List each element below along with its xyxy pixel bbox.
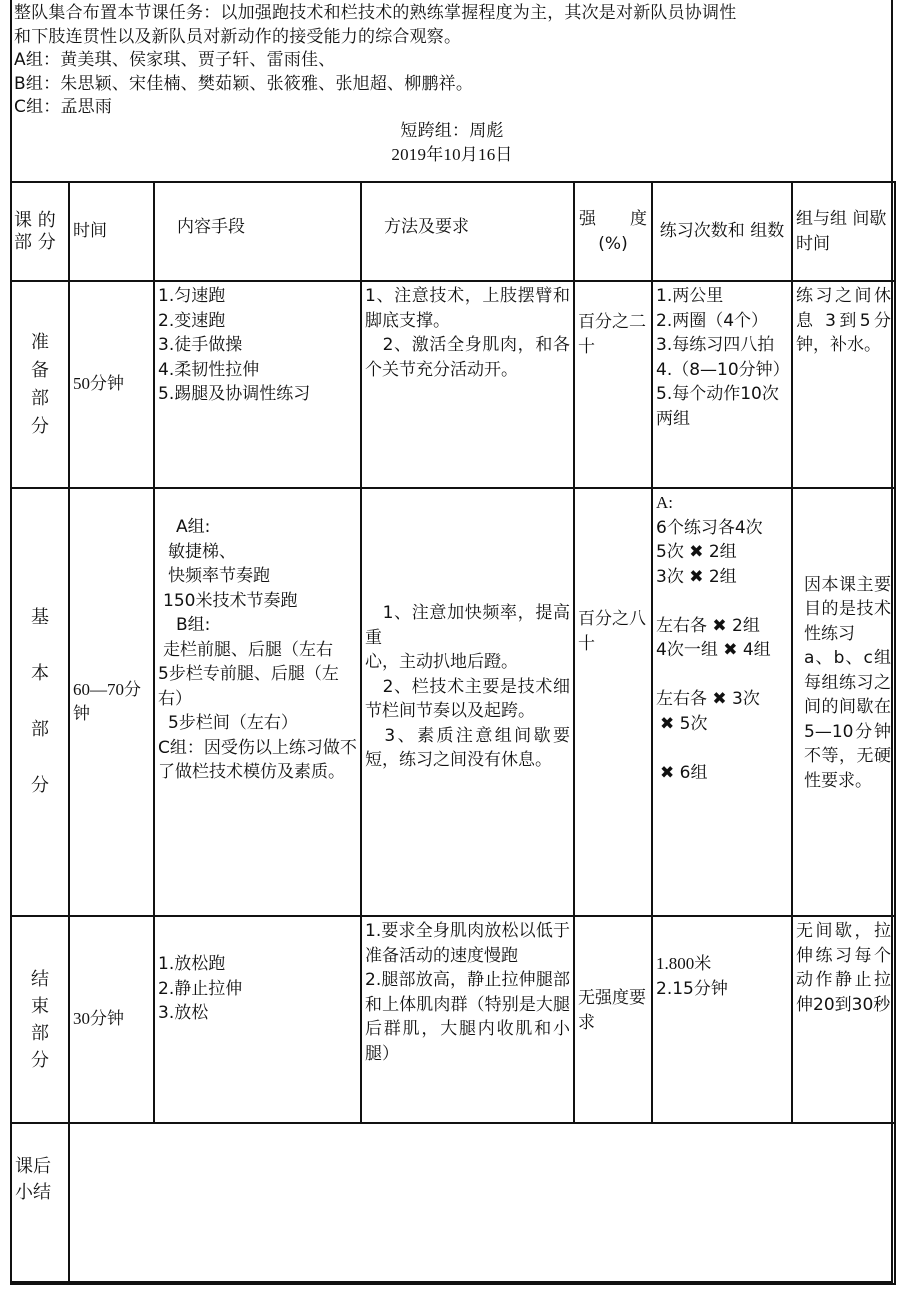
task-description-line-2: 和下肢连贯性以及新队员对新动作的接受能力的综合观察。 xyxy=(14,26,462,47)
content-item: 1.匀速跑 xyxy=(158,286,226,306)
header-row xyxy=(11,182,895,281)
rest-item: 因本课主要目的是技术性练习 xyxy=(804,574,891,644)
reps-item: 5.每个动作10次两组 xyxy=(656,384,779,429)
table-row-main xyxy=(11,488,895,916)
reps-list xyxy=(652,281,792,488)
table-row-summary xyxy=(11,1123,895,1284)
content-item: 150米技术节奏跑 xyxy=(163,590,298,611)
method-text xyxy=(361,916,574,1123)
method-item: 2、激活全身肌肉，和各个关节充分活动开。 xyxy=(365,335,570,380)
content-item: 2.静止拉伸 xyxy=(158,978,243,999)
content-item: A组: xyxy=(176,517,211,537)
method-text xyxy=(361,488,574,916)
content-item: 3.徒手做操 xyxy=(158,335,243,355)
part-label: 准备部分 xyxy=(11,281,69,488)
header-reps: 练习次数和 组数 xyxy=(652,182,792,281)
content-item: 4.柔韧性拉伸 xyxy=(158,359,260,380)
part-label: 基本部分 xyxy=(11,488,69,916)
reps-item: 左右各 ✖ 2组 xyxy=(656,615,760,636)
header-rest: 组与组 间歇时间 xyxy=(792,182,895,281)
summary-label: 课后小结 xyxy=(11,1123,69,1284)
time-value: 50分钟 xyxy=(69,281,154,488)
method-text xyxy=(361,281,574,488)
reps-item: 左右各 ✖ 3次 xyxy=(656,689,760,709)
reps-item: ✖ 5次 xyxy=(660,713,708,734)
group-a-members: A组：黄美琪、侯家琪、贾子轩、雷雨佳、 xyxy=(14,50,336,70)
reps-item: 2.两圈（4个） xyxy=(656,310,769,331)
task-description-line-1: 整队集合布置本节课任务：以加强跑技术和栏技术的熟练掌握程度为主，其次是对新队员协调性 xyxy=(14,3,737,23)
reps-item: 1.800米 xyxy=(656,954,712,973)
header-part: 课 的 部 分 xyxy=(11,182,69,281)
group-c-members: C组：孟思雨 xyxy=(14,97,113,117)
header-method: 方法及要求 xyxy=(361,182,574,281)
content-item: 走栏前腿、后腿（左右 xyxy=(163,639,333,660)
method-item: 1、注意技术，上肢摆臂和脚底支撑。 xyxy=(365,286,570,331)
content-list xyxy=(154,488,361,916)
header-time: 时间 xyxy=(69,182,154,281)
method-item: 1.要求全身肌肉放松以低于准备活动的速度慢跑 xyxy=(365,921,570,966)
content-item: 1.放松跑 xyxy=(158,954,226,974)
intensity-value: 百分之二十 xyxy=(574,281,652,488)
content-item: 5.踢腿及协调性练习 xyxy=(158,384,311,404)
reps-item: 2.15分钟 xyxy=(656,978,728,999)
rest-value: 无间歇，拉伸练习每个动作静止拉伸20到30秒 xyxy=(792,916,895,1123)
summary-field[interactable] xyxy=(69,1123,895,1284)
intensity-value: 百分之八十 xyxy=(574,488,652,916)
reps-list xyxy=(652,488,792,916)
content-item: 快频率节奏跑 xyxy=(168,566,270,586)
content-item: 5步栏专前腿、后腿（左右） xyxy=(158,664,339,709)
header-intensity: 强 度 (%) xyxy=(574,182,652,281)
method-item: 3、素质注意组间歇要短，练习之间没有休息。 xyxy=(365,725,570,770)
header-content: 内容手段 xyxy=(154,182,361,281)
reps-spacer xyxy=(656,663,788,688)
lesson-intro xyxy=(14,2,890,167)
reps-item: 1.两公里 xyxy=(656,286,724,306)
content-item: 敏捷梯、 xyxy=(168,541,236,562)
lesson-date: 2019年10月16日 xyxy=(391,145,513,164)
reps-item: 5次 ✖ 2组 xyxy=(656,542,737,562)
reps-item: 6个练习各4次 xyxy=(656,517,763,538)
content-list xyxy=(154,281,361,488)
content-item: C组：因受伤以上练习做不了做栏技术模仿及素质。 xyxy=(158,737,357,782)
method-item: 2、栏技术主要是技术细节栏间节奏以及起跨。 xyxy=(365,676,570,721)
content-item: B组: xyxy=(176,615,211,635)
table-row-cooldown xyxy=(11,916,895,1123)
reps-item: 3次 ✖ 2组 xyxy=(656,566,737,587)
reps-spacer xyxy=(656,589,788,614)
method-item: 心，主动扒地后蹬。 xyxy=(365,652,518,672)
reps-item: ✖ 6组 xyxy=(660,762,708,783)
table-row-warmup xyxy=(11,281,895,488)
content-item: 3.放松 xyxy=(158,1003,209,1023)
reps-list xyxy=(652,916,792,1123)
reps-item: 3.每练习四八拍 xyxy=(656,335,775,355)
part-label: 结束部分 xyxy=(11,916,69,1123)
reps-item: 4.（8—10分钟） xyxy=(656,359,790,380)
intensity-value: 无强度要求 xyxy=(574,916,652,1123)
reps-item: A: xyxy=(656,493,673,512)
content-item: 2.变速跑 xyxy=(158,310,226,331)
rest-value xyxy=(792,488,895,916)
time-value: 60—70分钟 xyxy=(69,488,154,916)
method-item: 2.腿部放高，静止拉伸腿部和上体肌肉群（特别是大腿后群肌，大腿内收肌和小腿） xyxy=(365,970,570,1064)
rest-item: a、b、c组每组练习之间的间歇在5—10分钟不等，无硬性要求。 xyxy=(804,648,891,791)
reps-item: 4次一组 ✖ 4组 xyxy=(656,640,771,660)
reps-spacer xyxy=(656,736,788,761)
group-b-members: B组：朱思颖、宋佳楠、樊茹颖、张筱雅、张旭超、柳鹏祥。 xyxy=(14,73,474,94)
time-value: 30分钟 xyxy=(69,916,154,1123)
method-item: 1、注意加快频率，提高重 xyxy=(365,603,570,648)
content-item: 5步栏间（左右） xyxy=(168,713,298,733)
coach-name: 短跨组：周彪 xyxy=(400,120,504,141)
rest-value: 练习之间休息 3到5分钟，补水。 xyxy=(792,281,895,488)
content-list xyxy=(154,916,361,1123)
lesson-plan-table xyxy=(10,181,896,1285)
